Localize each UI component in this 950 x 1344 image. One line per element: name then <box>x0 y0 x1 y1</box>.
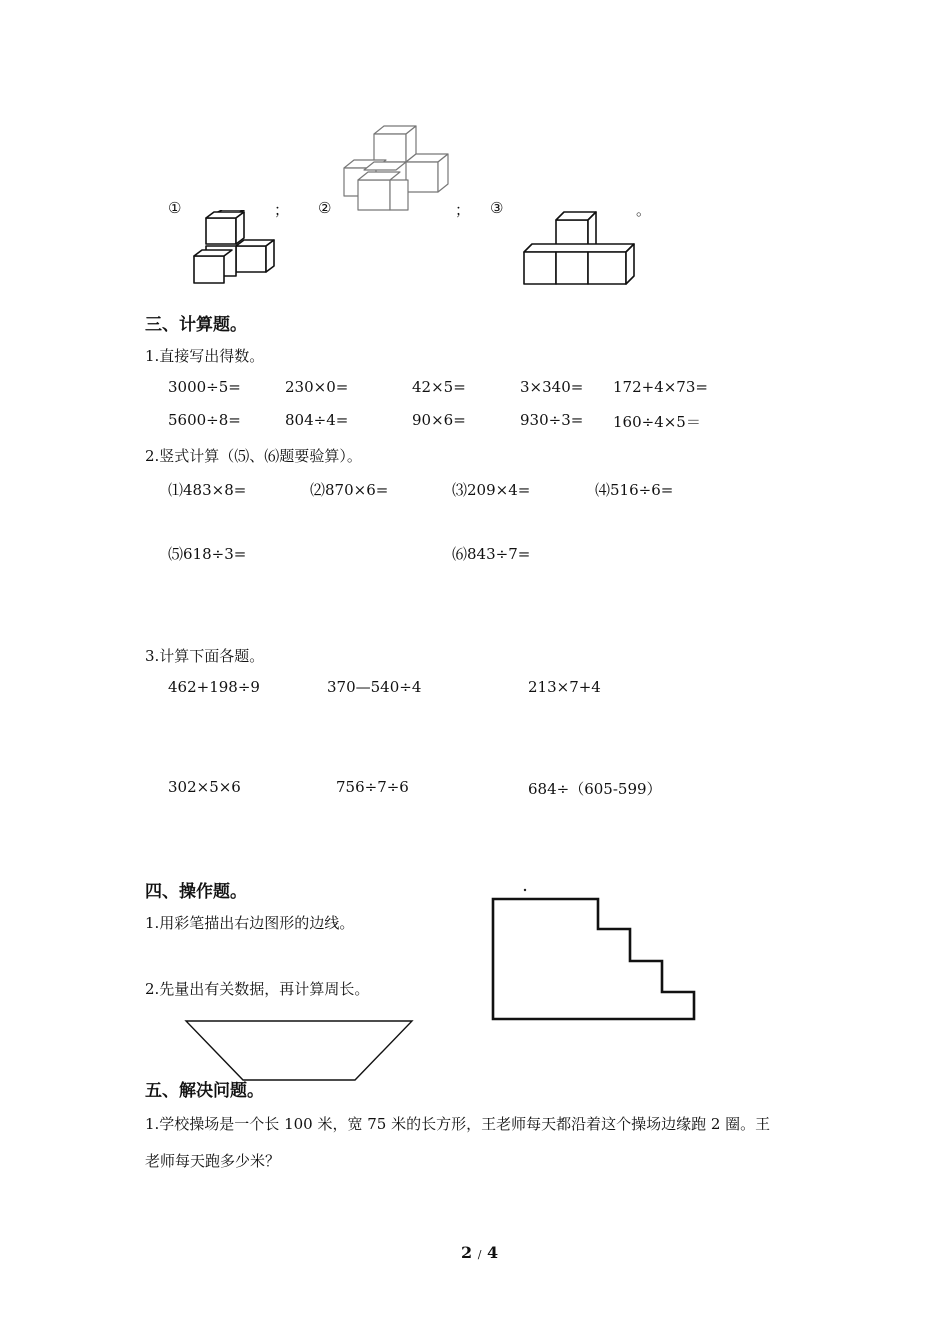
figure-label-3: ③ <box>490 199 504 217</box>
oral-calc-item: 804÷4= <box>285 411 349 429</box>
cube-figure-3 <box>518 208 640 288</box>
staircase-shape <box>488 885 700 1025</box>
figure-separator-2: ； <box>455 201 471 219</box>
section4-q2: 2.先量出有关数据，再计算周长。 <box>145 980 370 998</box>
vertical-calc-item: ⑶209×4= <box>452 481 531 499</box>
mixed-calc-item: 462+198÷9 <box>168 678 260 696</box>
section3-q3-label: 3.计算下面各题。 <box>145 647 265 665</box>
section3-q1-label: 1.直接写出得数。 <box>145 347 265 365</box>
oral-calc-item: 42×5= <box>412 378 466 396</box>
page-total: 4 <box>487 1243 499 1262</box>
section3-heading: 三、计算题。 <box>145 315 247 335</box>
oral-calc-item: 230×0= <box>285 378 349 396</box>
oral-calc-item: 3000÷5= <box>168 378 241 396</box>
figure-label-1: ① <box>168 199 182 217</box>
oral-calc-item: 90×6= <box>412 411 466 429</box>
oral-calc-item: 5600÷8= <box>168 411 241 429</box>
section5-heading: 五、解决问题。 <box>145 1081 264 1101</box>
oral-calc-item: 172+4×73= <box>613 378 708 396</box>
vertical-calc-item: ⑸618÷3= <box>168 545 247 563</box>
trapezoid-shape <box>183 1018 415 1084</box>
vertical-calc-item: ⑹843÷7= <box>452 545 531 563</box>
section4-q1: 1.用彩笔描出右边图形的边线。 <box>145 914 355 932</box>
section3-q2-label: 2.竖式计算（⑸、⑹题要验算）。 <box>145 447 362 465</box>
oral-calc-item: 160÷4×5＝ <box>613 413 701 431</box>
vertical-calc-item: ⑷516÷6= <box>595 481 674 499</box>
figure-label-2: ② <box>318 199 332 217</box>
cube-figure-1 <box>190 210 278 286</box>
section5-q1-line2: 老师每天跑多少米？ <box>145 1152 281 1170</box>
page-current: 2 <box>461 1243 473 1262</box>
section4-heading: 四、操作题。 <box>145 882 247 902</box>
figure-end-mark: 。 <box>636 201 652 219</box>
mixed-calc-item: 213×7+4 <box>528 678 601 696</box>
oral-calc-item: 3×340= <box>520 378 584 396</box>
mixed-calc-item: 302×5×6 <box>168 778 241 796</box>
figure-separator-1: ； <box>274 201 290 219</box>
mixed-calc-item: 370—540÷4 <box>327 678 422 696</box>
page-separator: / <box>477 1248 482 1261</box>
vertical-calc-item: ⑵870×6= <box>310 481 389 499</box>
vertical-calc-item: ⑴483×8= <box>168 481 247 499</box>
mixed-calc-item: 684÷（605-599） <box>528 780 662 798</box>
mixed-calc-item: 756÷7÷6 <box>336 778 409 796</box>
oral-calc-item: 930÷3= <box>520 411 584 429</box>
cube-figure-2 <box>340 122 452 214</box>
page-number <box>461 1243 498 1262</box>
section5-q1-line1: 1.学校操场是一个长 100 米，宽 75 米的长方形，王老师每天都沿着这个操场边缘跑 2 圈。王 <box>145 1115 771 1133</box>
